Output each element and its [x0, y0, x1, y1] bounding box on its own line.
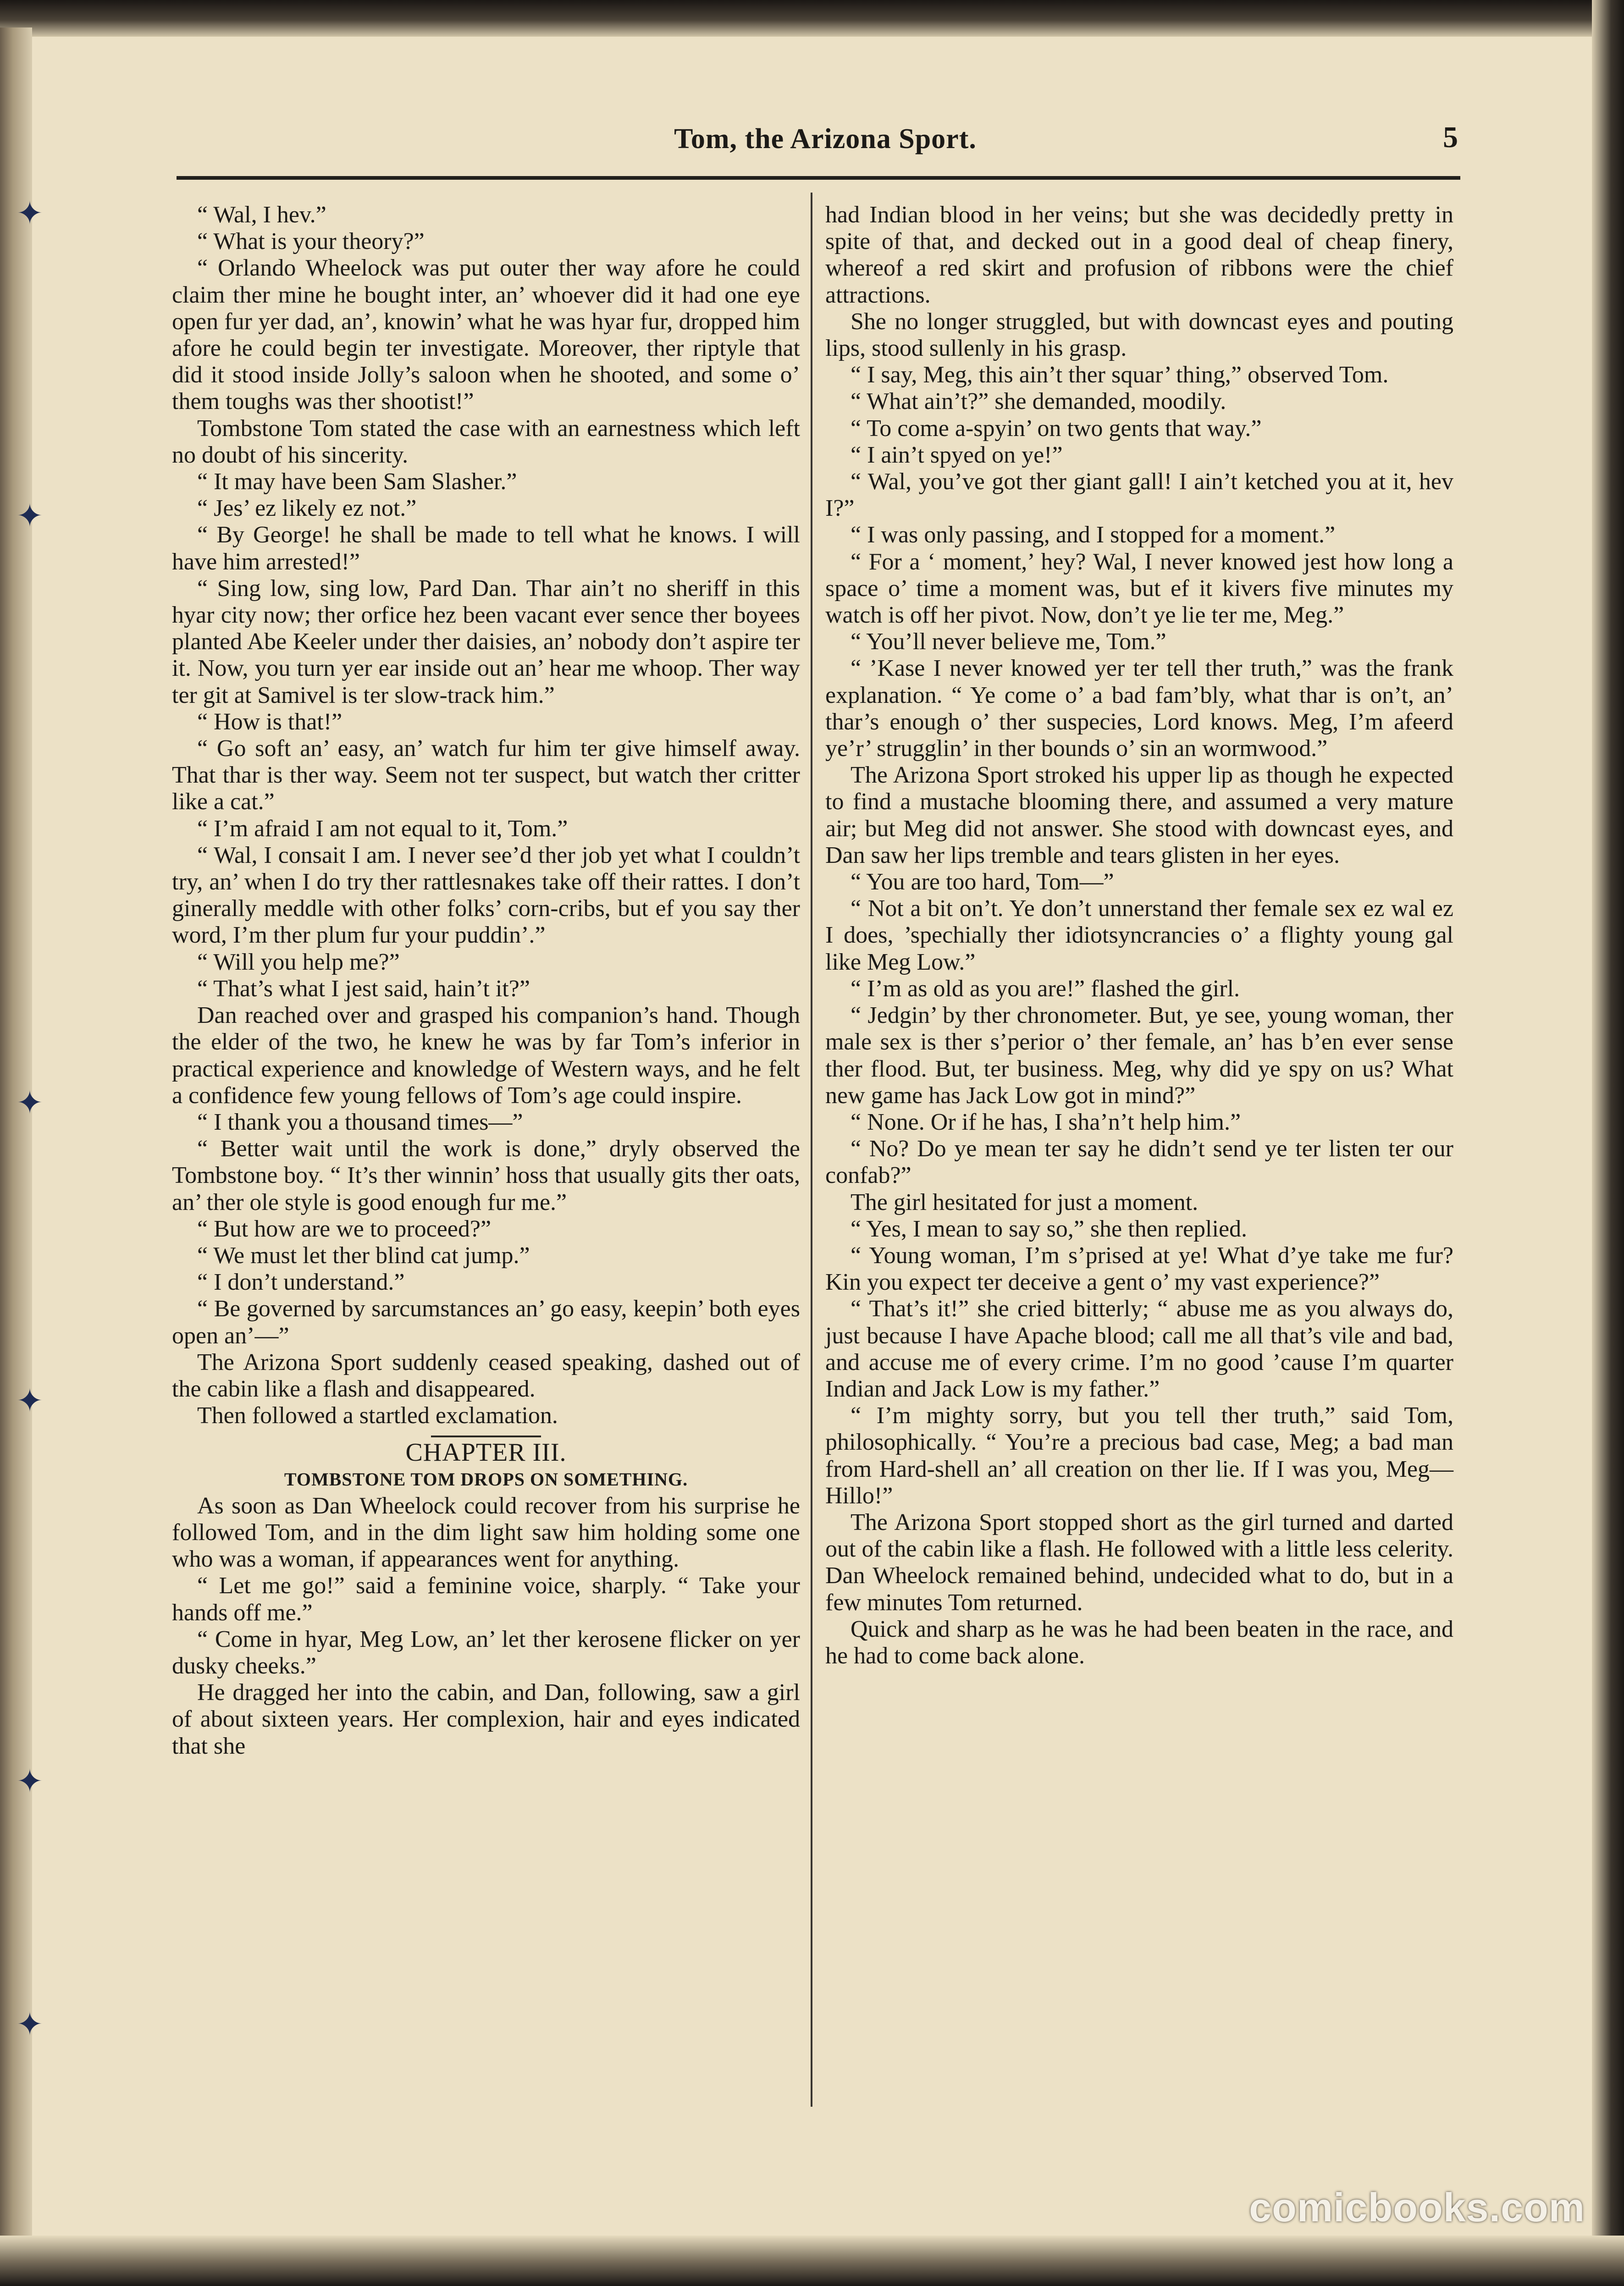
chapter-title: CHAPTER III.	[405, 1438, 567, 1467]
paragraph: The Arizona Sport stroked his upper lip as though he expected to find a mustache blooming there, and assumed a very mature air; but Meg did not answer. She stood with downcast eyes, and Dan saw her lips tremble and tears glisten in her eyes.	[825, 762, 1453, 868]
paragraph: “ Wal, I consait I am. I never see’d ther job yet what I couldn’t try, an’ when I do try ther rattlesnakes take off their rattes. I don’t ginerally meddle with other folks’ corn-cribs, but ef you say ther word, I’m ther plum fur your puddin’.”	[172, 842, 800, 949]
paragraph: “ I was only passing, and I stopped for a moment.”	[851, 522, 1336, 548]
paragraph: Dan reached over and grasped his companion’s hand. Though the elder of the two, he knew he was by far Tom’s inferior in practical experience and knowledge of Western ways, and he felt a confidence few young fellows of Tom’s age could inspire.	[172, 1002, 800, 1109]
page-top-edge	[0, 0, 1624, 37]
paragraph: As soon as Dan Wheelock could recover from his surprise he followed Tom, and in the dim light saw him holding some one who was a woman, if appearances went for anything.	[172, 1492, 800, 1573]
watermark: comicbooks.com	[1249, 2185, 1585, 2230]
paragraph: “ Wal, you’ve got ther giant gall! I ain’t ketched you at it, hev I?”	[825, 469, 1453, 522]
paragraph: She no longer struggled, but with downcast eyes and pouting lips, stood sullenly in his grasp.	[825, 308, 1453, 362]
paragraph: “ Jes’ ez likely ez not.”	[197, 495, 417, 522]
binding-tack-icon: ✦	[16, 497, 44, 535]
paragraph: “ For a ‘ moment,’ hey? Wal, I never knowed jest how long a space o’ time a moment was, but ef it kivers five minutes my watch is off her pivot. Now, don’t ye lie ter me, Meg.”	[825, 548, 1453, 629]
paragraph: “ Be governed by sarcumstances an’ go easy, keepin’ both eyes open an’—”	[172, 1296, 800, 1349]
paragraph: “ No? Do ye mean ter say he didn’t send ye ter listen ter our confab?”	[825, 1136, 1453, 1189]
paragraph: “ I’m as old as you are!” flashed the girl.	[851, 975, 1240, 1002]
paragraph: “ Wal, I hev.”	[197, 202, 326, 228]
page-spine	[0, 28, 32, 2274]
paragraph: “ You are too hard, Tom—”	[851, 869, 1114, 895]
page-number: 5	[1443, 121, 1458, 154]
paragraph: “ It may have been Sam Slasher.”	[197, 469, 517, 495]
paragraph: “ Not a bit on’t. Ye don’t unnerstand ther female sex ez wal ez I does, ’spechially ther idiotsyncrancies o’ a flighty young gal like Meg Low.”	[825, 895, 1453, 975]
right-column-paragraphs	[825, 202, 1453, 1669]
paragraph: had Indian blood in her veins; but she was decidedly pretty in spite of that, and decked out in a good deal of cheap finery, whereof a red skirt and profusion of ribbons were the chief attractions.	[825, 202, 1453, 308]
paragraph: “ Come in hyar, Meg Low, an’ let ther kerosene flicker on yer dusky cheeks.”	[172, 1626, 800, 1679]
right-column	[825, 202, 1453, 1669]
left-column-paragraphs	[172, 202, 800, 1429]
paragraph: “ Go soft an’ easy, an’ watch fur him ter give himself away. That thar is ther way. Seem not ter suspect, but watch ther critter like a cat.”	[172, 735, 800, 815]
page-bottom-edge	[0, 2236, 1624, 2286]
paragraph: “ By George! he shall be made to tell what he knows. I will have him arrested!”	[172, 522, 800, 575]
binding-tack-icon: ✦	[16, 1382, 44, 1419]
paragraph: “ None. Or if he has, I sha’n’t help him.”	[851, 1109, 1241, 1135]
paragraph: “ Sing low, sing low, Pard Dan. Thar ain’t no sheriff in this hyar city now; ther orfice hez been vacant ever sence ther boyees planted Abe Keeler under ther daisies, an’ nobody don’t aspire ter it. Now, you turn yer ear inside out an’ hear me whoop. Ther way ter git at Samivel is ter slow-track him.”	[172, 575, 800, 708]
binding-tack-icon: ✦	[16, 1084, 44, 1121]
paragraph: “ You’ll never believe me, Tom.”	[851, 629, 1166, 655]
header-rule	[177, 176, 1460, 180]
paragraph: “ I’m afraid I am not equal to it, Tom.”	[197, 815, 568, 842]
paragraph: “ Jedgin’ by ther chronometer. But, ye see, young woman, ther male sex is ther s’perior o’ ther female, an’ has b’en ever sense ther flood. But, ter business. Meg, why did ye spy on us? What new game has Jack Low got in mind?”	[825, 1002, 1453, 1109]
paragraph: “ I ain’t spyed on ye!”	[851, 442, 1063, 468]
paragraph: “ To come a-spyin’ on two gents that way.”	[851, 415, 1262, 442]
paragraph: “ How is that!”	[197, 708, 342, 735]
paragraph: “ We must let ther blind cat jump.”	[197, 1242, 530, 1269]
paragraph: “ That’s what I jest said, hain’t it?”	[197, 975, 530, 1002]
paragraph: “ Orlando Wheelock was put outer ther way afore he could claim ther mine he bought inter, an’ whoever did it had one eye open fur yer dad, an’, knowin’ what he was hyar fur, dropped him afore he could begin ter investigate. Moreover, ther riptyle that did it stood inside Jolly’s saloon when he shooted, and some o’ them toughs was ther shootist!”	[172, 255, 800, 415]
paragraph: “ That’s it!” she cried bitterly; “ abuse me as you always do, just because I have Apache blood; call me all that’s vile and bad, and accuse me of every crime. I’m no good ’cause I’m quarter Indian and Jack Low is my father.”	[825, 1296, 1453, 1402]
left-column	[172, 202, 800, 1760]
paragraph: “ Let me go!” said a feminine voice, sharply. “ Take your hands off me.”	[172, 1573, 800, 1626]
page-right-edge	[1592, 0, 1624, 2286]
paragraph: “ I thank you a thousand times—”	[197, 1109, 523, 1135]
binding-tack-icon: ✦	[16, 1762, 44, 1800]
paragraph: He dragged her into the cabin, and Dan, following, saw a girl of about sixteen years. Her complexion, hair and eyes indicated that she	[172, 1679, 800, 1759]
left-column-paragraphs-after-chapter	[172, 1493, 800, 1760]
column-divider	[811, 193, 812, 2107]
chapter-subtitle: TOMBSTONE TOM DROPS ON SOMETHING.	[284, 1469, 688, 1490]
paragraph: “ Yes, I mean to say so,” she then replied.	[851, 1215, 1248, 1242]
paragraph: “ But how are we to proceed?”	[197, 1215, 492, 1242]
paragraph: “ Will you help me?”	[197, 949, 400, 975]
paragraph: The Arizona Sport suddenly ceased speaking, dashed out of the cabin like a flash and disappeared.	[172, 1349, 800, 1402]
paragraph: “ I don’t understand.”	[197, 1269, 405, 1296]
paragraph: Then followed a startled exclamation.	[197, 1403, 558, 1429]
paragraph: “ ’Kase I never knowed yer ter tell ther truth,” was the frank explanation. “ Ye come o’ a bad fam’bly, what thar is on’t, an’ thar’s enough o’ ther suspecies, Lord knows. Meg, I’m afeerd ye’r’ strugglin’ in ther bounds o’ sin an wormwood.”	[825, 655, 1453, 762]
paragraph: “ Better wait until the work is done,” dryly observed the Tombstone boy. “ It’s ther winnin’ hoss that usually gits ther oats, an’ ther ole style is good enough fur me.”	[172, 1136, 800, 1215]
paragraph: “ I’m mighty sorry, but you tell ther truth,” said Tom, philosophically. “ You’re a precious bad case, Meg; a bad man from Hard-shell an’ all creation on ther lie. If I was you, Meg— Hillo!”	[825, 1403, 1453, 1509]
paragraph: “ What is your theory?”	[197, 228, 425, 255]
paragraph: “ Young woman, I’m s’prised at ye! What d’ye take me fur? Kin you expect ter deceive a gent o’ my vast experience?”	[825, 1242, 1453, 1296]
paragraph: Quick and sharp as he was he had been beaten in the race, and he had to come back alone.	[825, 1616, 1453, 1669]
paragraph: Tombstone Tom stated the case with an earnestness which left no doubt of his sincerity.	[172, 415, 800, 468]
binding-tack-icon: ✦	[16, 2005, 44, 2043]
chapter-rule	[431, 1436, 541, 1437]
paragraph: The girl hesitated for just a moment.	[851, 1189, 1199, 1215]
paragraph: “ What ain’t?” she demanded, moodily.	[851, 388, 1226, 415]
running-title: Tom, the Arizona Sport.	[674, 123, 977, 155]
binding-tack-icon: ✦	[16, 194, 44, 232]
paragraph: “ I say, Meg, this ain’t ther squar’ thing,” observed Tom.	[851, 362, 1389, 388]
paragraph: The Arizona Sport stopped short as the girl turned and darted out of the cabin like a flash. He followed with a little less celerity. Dan Wheelock remained behind, undecided what to do, but in a few minutes Tom returned.	[825, 1509, 1453, 1616]
